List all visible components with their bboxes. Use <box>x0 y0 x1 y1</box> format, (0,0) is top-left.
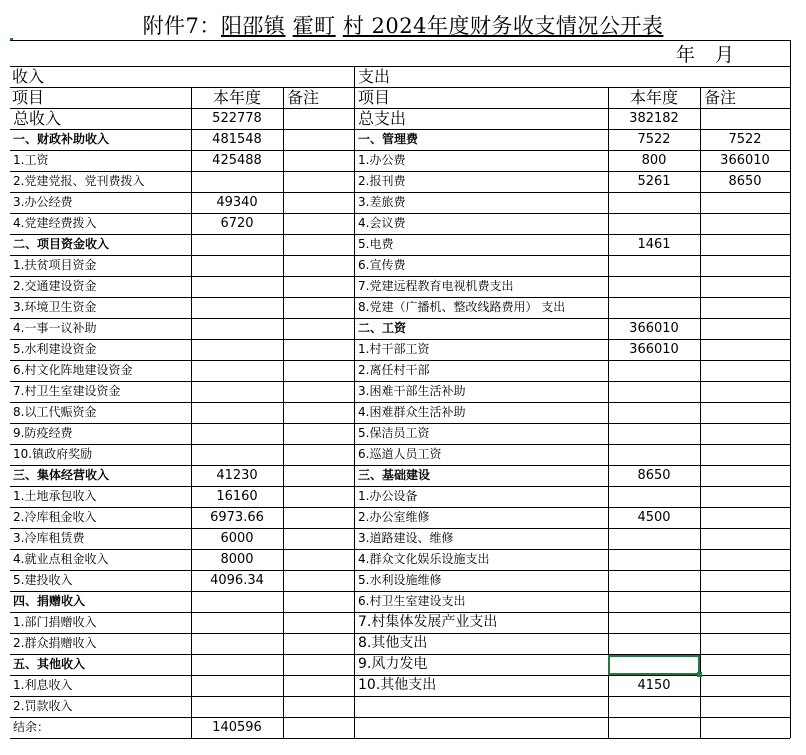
expense-value-cell[interactable]: 4500 <box>637 510 671 525</box>
expense-item-cell[interactable]: 6.巡道人员工资 <box>358 447 442 461</box>
income-item-cell[interactable]: 7.村卫生室建设资金 <box>13 384 121 398</box>
expense-value-cell[interactable]: 366010 <box>629 321 679 336</box>
title-town: 阳邵镇 <box>220 14 286 38</box>
expense-item-cell[interactable]: 3.差旅费 <box>358 195 406 209</box>
income-item-cell[interactable]: 1.利息收入 <box>13 678 73 692</box>
expense-item-cell[interactable]: 1.办公费 <box>358 153 406 167</box>
expense-value-cell[interactable]: 382182 <box>629 111 679 126</box>
header-income-item[interactable]: 项目 <box>12 88 45 107</box>
col-sep-right <box>790 40 791 738</box>
income-value-cell[interactable]: 8000 <box>220 552 254 567</box>
expense-value-cell[interactable]: 7522 <box>637 132 671 147</box>
income-value-cell[interactable]: 41230 <box>216 468 258 483</box>
expense-item-cell[interactable]: 8.其他支出 <box>358 635 428 651</box>
col-sep-income-note <box>283 87 284 738</box>
income-value-cell[interactable]: 140596 <box>212 720 262 735</box>
expense-item-cell[interactable]: 7.村集体发展产业支出 <box>358 614 498 630</box>
col-sep-income-year <box>191 87 192 738</box>
income-item-cell[interactable]: 总收入 <box>13 109 62 128</box>
expense-note-cell[interactable]: 8650 <box>728 174 762 189</box>
income-item-cell[interactable]: 二、项目资金收入 <box>13 237 110 251</box>
income-value-cell[interactable]: 425488 <box>212 153 262 168</box>
expense-item-cell[interactable]: 9.风力发电 <box>358 656 428 672</box>
income-item-cell[interactable]: 2.罚款收入 <box>13 699 73 713</box>
income-item-cell[interactable]: 9.防疫经费 <box>13 426 73 440</box>
header-expense-year[interactable]: 本年度 <box>629 88 678 107</box>
sheet-title <box>0 10 806 40</box>
expense-item-cell[interactable]: 4.困难群众生活补助 <box>358 405 466 419</box>
income-item-cell[interactable]: 4.党建经费拨入 <box>13 216 97 230</box>
expense-item-cell[interactable]: 5.电费 <box>358 237 394 251</box>
income-item-cell[interactable]: 4.就业点租金收入 <box>13 552 109 566</box>
expense-value-cell[interactable]: 4150 <box>637 678 671 693</box>
expense-item-cell[interactable]: 4.群众文化娱乐设施支出 <box>358 552 490 566</box>
expense-item-cell[interactable]: 5.水利设施维修 <box>358 573 442 587</box>
income-item-cell[interactable]: 2.交通建设资金 <box>13 279 97 293</box>
income-value-cell[interactable]: 6000 <box>220 531 254 546</box>
expense-note-cell[interactable]: 7522 <box>728 132 762 147</box>
income-item-cell[interactable]: 1.土地承包收入 <box>13 489 97 503</box>
expense-value-cell[interactable]: 800 <box>641 153 667 168</box>
expense-item-cell[interactable]: 5.保洁员工资 <box>358 426 430 440</box>
income-item-cell[interactable]: 4.一事一议补助 <box>13 321 97 335</box>
income-value-cell[interactable]: 6973.66 <box>210 510 264 525</box>
expense-item-cell[interactable]: 2.报刊费 <box>358 174 406 188</box>
expense-item-cell[interactable]: 总支出 <box>358 109 407 128</box>
income-value-cell[interactable]: 6720 <box>220 216 254 231</box>
date-label: 年 月 <box>676 44 735 66</box>
income-item-cell[interactable]: 四、捐赠收入 <box>13 594 86 608</box>
income-value-cell[interactable]: 49340 <box>216 195 258 210</box>
expense-item-cell[interactable]: 6.宣传费 <box>358 258 406 272</box>
income-item-cell[interactable]: 1.扶贫项目资金 <box>13 258 97 272</box>
income-value-cell[interactable]: 16160 <box>216 489 258 504</box>
income-item-cell[interactable]: 2.群众捐赠收入 <box>13 636 97 650</box>
income-item-cell[interactable]: 6.村文化阵地建设资金 <box>13 363 133 377</box>
income-item-cell[interactable]: 3.办公经费 <box>13 195 73 209</box>
header-income-year[interactable]: 本年度 <box>212 88 261 107</box>
income-item-cell[interactable]: 2.冷库租金收入 <box>13 510 97 524</box>
income-value-cell[interactable]: 481548 <box>212 132 262 147</box>
income-item-cell[interactable]: 结余： <box>13 720 50 734</box>
income-item-cell[interactable]: 三、集体经营收入 <box>13 468 110 482</box>
expense-item-cell[interactable]: 7.党建远程教育电视机费支出 <box>358 279 514 293</box>
income-item-cell[interactable]: 5.建投收入 <box>13 573 73 587</box>
income-item-cell[interactable]: 1.工资 <box>13 153 49 167</box>
expense-item-cell[interactable]: 1.办公设备 <box>358 489 418 503</box>
expense-note-cell[interactable]: 366010 <box>720 153 770 168</box>
expense-item-cell[interactable]: 10.其他支出 <box>358 677 437 693</box>
expense-item-cell[interactable]: 1.村干部工资 <box>358 342 430 356</box>
expense-item-cell[interactable]: 一、管理费 <box>358 132 419 146</box>
income-item-cell[interactable]: 1.部门捐赠收入 <box>13 615 97 629</box>
expense-item-cell[interactable]: 3.道路建设、维修 <box>358 531 454 545</box>
header-income-note[interactable]: 备注 <box>287 88 320 107</box>
income-item-cell[interactable]: 10.镇政府奖励 <box>13 447 93 461</box>
row-border <box>10 738 790 739</box>
expense-item-cell[interactable]: 8.党建（广播机、整改线路费用） 支出 <box>358 300 566 314</box>
expense-value-cell[interactable]: 8650 <box>637 468 671 483</box>
income-item-cell[interactable]: 8.以工代赈资金 <box>13 405 97 419</box>
income-item-cell[interactable]: 2.党建党报、党刊费拨入 <box>13 174 145 188</box>
section-expense[interactable]: 支出 <box>358 67 391 86</box>
section-income[interactable]: 收入 <box>12 67 45 86</box>
expense-item-cell[interactable]: 2.办公室维修 <box>358 510 430 524</box>
income-item-cell[interactable]: 5.水利建设资金 <box>13 342 97 356</box>
expense-item-cell[interactable]: 4.会议费 <box>358 216 406 230</box>
income-item-cell[interactable]: 3.冷库租赁费 <box>13 531 85 545</box>
title-village: 霍町 <box>292 14 336 38</box>
income-item-cell[interactable]: 一、财政补助收入 <box>13 132 110 146</box>
income-value-cell[interactable]: 522778 <box>212 111 262 126</box>
income-item-cell[interactable]: 3.环境卫生资金 <box>13 300 97 314</box>
expense-item-cell[interactable]: 6.村卫生室建设支出 <box>358 594 466 608</box>
header-expense-note[interactable]: 备注 <box>704 88 737 107</box>
header-expense-item[interactable]: 项目 <box>358 88 391 107</box>
expense-value-cell[interactable]: 5261 <box>637 174 671 189</box>
expense-item-cell[interactable]: 三、基础建设 <box>358 468 431 482</box>
title-prefix: 附件7： <box>142 14 221 38</box>
title-border-bottom <box>10 40 790 41</box>
income-value-cell[interactable]: 4096.34 <box>210 573 264 588</box>
expense-item-cell[interactable]: 2.离任村干部 <box>358 363 430 377</box>
income-item-cell[interactable]: 五、其他收入 <box>13 657 86 671</box>
expense-value-cell[interactable]: 366010 <box>629 342 679 357</box>
selected-cell[interactable] <box>608 655 700 675</box>
title-suffix: 村 2024年度财务收支情况公开表 <box>342 14 664 38</box>
expense-value-cell[interactable]: 1461 <box>637 237 671 252</box>
expense-item-cell[interactable]: 二、工资 <box>358 321 407 335</box>
expense-item-cell[interactable]: 3.困难干部生活补助 <box>358 384 466 398</box>
